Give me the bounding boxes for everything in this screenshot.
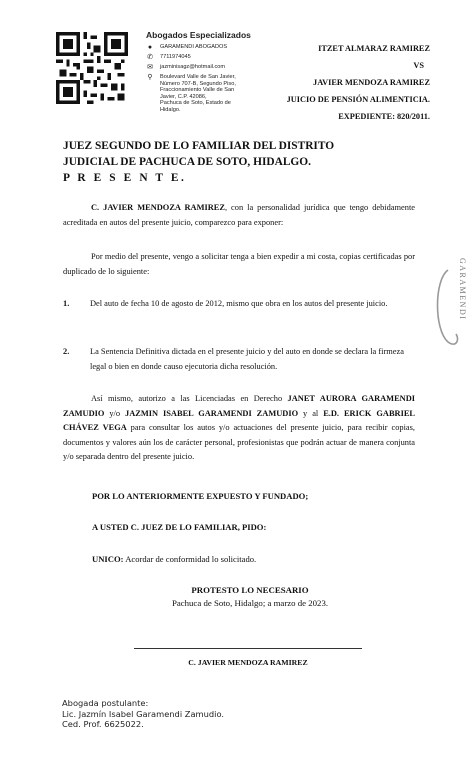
authorized-2: JAZMIN ISABEL GARAMENDI ZAMUDIO [125,408,299,418]
unico-label: UNICO: [92,554,124,564]
paragraph-1-text: , con la personalidad jurídica que tengo debidamente acreditada en autos del presente juicio, comparezco para exponer: [63,203,415,227]
paragraph-2: Por medio del presente, vengo a solicitar tenga a bien expedir a mi costa, copias certificadas por duplicado de lo siguiente: [63,252,415,276]
phone-icon: ✆ [147,54,153,61]
petitioner-name: C. JAVIER MENDOZA RAMIREZ [91,203,225,212]
card-address: Boulevard Valle de San Javier, Número 707-B, Segundo Piso, Fraccionamiento Valle de San Javier, C.P. 42086, Pachuca de Soto, Estado de Hidalgo. [160,74,236,113]
location-icon: ⚲ [147,74,153,81]
signature-line [134,648,362,649]
p3-text-g: para consultar los autos y/o actuaciones del presente juicio, para recibir copias, documentos y valores aún los de carácter personal, profesionistas que podrán actuar de manera conjunta y/o separada dentro del presente juicio. [63,423,415,461]
list-item-1: Del auto de fecha 10 de agosto de 2012, mismo que obra en los autos del presente juicio. [90,299,388,308]
signer-name: C. JAVIER MENDOZA RAMIREZ [188,658,308,667]
plaintiff: ITZET ALMARAZ RAMIREZ [318,44,430,53]
garamendi-logo [430,250,470,360]
footer-line-1: Abogada postulante: [62,698,149,708]
protesto: PROTESTO LO NECESARIO [191,585,309,595]
addressee [63,138,413,186]
case-header [210,40,430,125]
versus: VS [413,61,424,70]
addressee-line-1: JUEZ SEGUNDO DE LO FAMILIAR DEL DISTRITO [63,140,335,152]
p3-text-e: y al [298,408,324,418]
p3-text-a: Así mismo, autorizo a las Licenciadas en Derecho [91,394,288,403]
list-number-1: 1. [63,299,70,308]
unico-line [92,554,256,564]
heading-pido: A USTED C. JUEZ DE LO FAMILIAR, PIDO: [92,522,267,532]
paragraph-1 [63,201,415,230]
paragraph-3 [63,392,415,465]
defendant: JAVIER MENDOZA RAMIREZ [313,78,430,87]
file-number: EXPEDIENTE: 820/2011. [338,112,430,121]
user-icon: ● [147,44,153,51]
footer-line-3: Ced. Prof. 6625022. [62,719,144,729]
card-phone: 7711974045 [160,54,191,60]
card-email: jazminisagz@hotmail.com [160,64,226,70]
unico-text: Acordar de conformidad lo solicitado. [123,554,257,564]
logo-wordmark: GARAMENDI [458,258,467,321]
addressee-line-3: P R E S E N T E. [63,172,187,184]
list-number-2: 2. [63,347,70,356]
matter: JUICIO DE PENSIÓN ALIMENTICIA. [286,95,430,104]
card-firm: GARAMENDI ABOGADOS [160,44,228,50]
p3-text-c: y/o [104,408,126,418]
list-item-2: La Sentencia Definitiva dictada en el presente juicio y del auto en donde se declara la firmeza legal o bien en donde causo ejecutoria dicha resolución. [90,347,404,371]
authorized-1: JANET AURORA GARAMENDI ZAMUDIO [63,394,416,418]
authorized-3: E.D. ERICK GABRIEL CHÁVEZ VEGA [63,408,416,432]
footer-line-2: Lic. Jazmín Isabel Garamendi Zamudio. [62,708,225,719]
place-date: Pachuca de Soto, Hidalgo; a marzo de 2023. [171,598,329,608]
heading-expuesto: POR LO ANTERIORMENTE EXPUESTO Y FUNDADO; [92,491,309,501]
email-icon: ✉ [147,64,153,71]
qr-code [56,32,128,104]
footer [62,698,224,730]
addressee-line-2: JUDICIAL DE PACHUCA DE SOTO, HIDALGO. [63,156,311,168]
card-title: Abogados Especializados [146,30,251,40]
